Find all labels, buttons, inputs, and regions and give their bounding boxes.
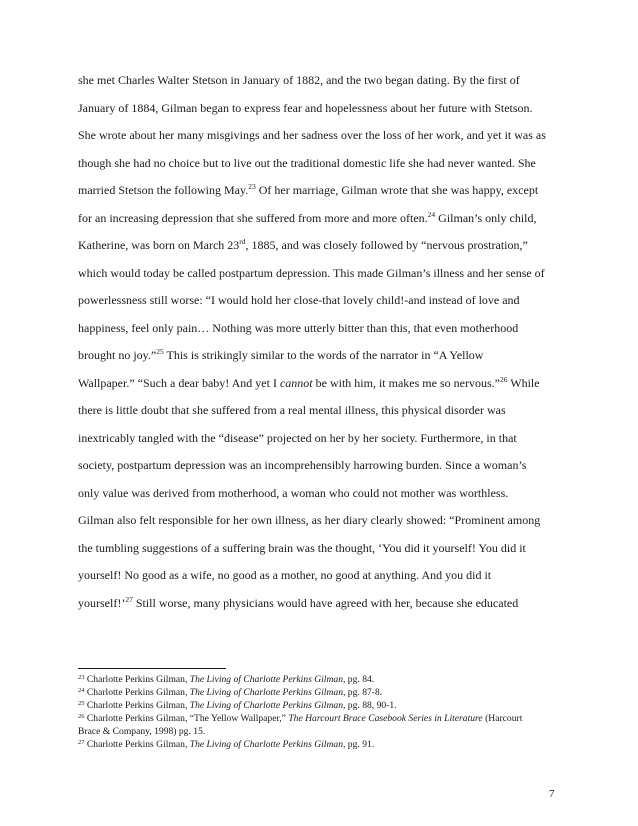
footnote-text: , pg. 88, 90-1. <box>343 700 397 712</box>
body-line <box>78 590 562 618</box>
footnote-text: Charlotte Perkins Gilman, <box>86 674 190 685</box>
body-line <box>78 232 562 260</box>
line-text: Katherine, was born on March 23 <box>78 238 240 252</box>
footnote-text: , pg. 87-8. <box>343 687 383 699</box>
footnote-ref: 25 <box>156 347 164 356</box>
footnote-number: 25 <box>78 700 85 708</box>
footnote-title: The Living of Charlotte Perkins Gilman <box>189 700 343 712</box>
footnote-text: (Harcourt <box>482 713 523 725</box>
body-line <box>78 507 562 535</box>
line-text: be with him, it makes me so nervous.” <box>312 375 500 390</box>
body-line <box>78 342 562 370</box>
body-line <box>78 260 562 288</box>
footnote-text: Charlotte Perkins Gilman, “The Yellow Wallpaper,” <box>86 713 289 725</box>
line-text: the tumbling suggestions of a suffering brain was the thought, ‘You did it yourself! You did it <box>78 540 526 555</box>
footnote-text: , pg. 91. <box>343 739 375 751</box>
line-text: society, postpartum depression was an incomprehensibly harrowing burden. Since a woman’s <box>78 458 527 472</box>
line-text: Gilman also felt responsible for her own illness, as her diary clearly showed: “Prominent among <box>78 513 541 527</box>
footnote <box>78 699 568 712</box>
line-text: Of her marriage, Gilman wrote that she was happy, except <box>255 183 539 197</box>
line-text: she met Charles Walter Stetson in January of 1882, and the two began dating. By the first of <box>78 73 520 87</box>
body-line <box>78 205 562 233</box>
footnote <box>78 673 568 686</box>
body-text <box>78 67 562 617</box>
line-text: brought no joy.” <box>78 348 157 362</box>
footnote-number: 26 <box>78 713 85 721</box>
line-text: only value was derived from motherhood, a woman who could not mother was worthless. <box>78 485 509 500</box>
line-text: While <box>507 375 540 390</box>
footnote-number: 23 <box>78 674 85 681</box>
body-line <box>78 95 562 123</box>
body-line <box>78 122 562 150</box>
body-line <box>78 67 562 95</box>
line-text: Gilman’s only child, <box>435 210 537 225</box>
line-text: which would today be called postpartum depression. This made Gilman’s illness and her sense of <box>78 265 545 280</box>
footnote-ref: 26 <box>499 374 508 384</box>
footnote-title: The Living of Charlotte Perkins Gilman <box>189 687 343 699</box>
line-text: there is little doubt that she suffered from a real mental illness, this physical disorder was <box>78 403 506 417</box>
line-text: , 1885, and was closely followed by “nervous prostration,” <box>245 238 528 252</box>
line-text: This is strikingly similar to the words of the narrator in “A Yellow <box>163 348 484 362</box>
body-line <box>78 397 562 425</box>
line-text: Still worse, many physicians would have agreed with her, because she educated <box>132 595 519 610</box>
line-text: She wrote about her many misgivings and her sadness over the loss of her work, and yet it was as <box>78 128 546 142</box>
footnote <box>78 712 568 725</box>
line-text: yourself! No good as a wife, no good as a mother, no good at anything. And you did it <box>78 568 492 582</box>
footnote-text: , pg. 84. <box>343 674 375 685</box>
body-line <box>78 535 562 563</box>
footnote-title: The Living of Charlotte Perkins Gilman <box>189 739 343 751</box>
body-line <box>78 480 562 508</box>
body-line <box>78 177 562 205</box>
footnote-ref: 23 <box>248 182 256 191</box>
line-text: inextricably tangled with the “disease” projected on her by her society. Furthermore, in that <box>78 430 517 445</box>
body-line <box>78 425 562 453</box>
footnote-title: The Living of Charlotte Perkins Gilman <box>189 674 343 685</box>
footnote-separator <box>78 668 226 669</box>
body-line <box>78 150 562 178</box>
body-line <box>78 370 562 398</box>
footnote-number: 24 <box>78 687 85 695</box>
footnote-text: Charlotte Perkins Gilman, <box>86 739 190 751</box>
footnote-continuation <box>78 725 568 738</box>
line-text: for an increasing depression that she suffered from more and more often. <box>78 210 428 225</box>
footnote-ref: 27 <box>125 594 133 604</box>
line-text: January of 1884, Gilman began to express fear and hopelessness about her future with Stetson. <box>78 100 533 115</box>
footnote-number: 27 <box>78 739 85 747</box>
footnote-text: Brace & Company, 1998) pg. 15. <box>78 726 206 738</box>
footnote <box>78 738 568 751</box>
body-line <box>78 452 562 480</box>
line-text: married Stetson the following May. <box>78 183 249 197</box>
body-line <box>78 315 562 343</box>
footnote-title: The Harcourt Brace Casebook Series in Literature <box>288 713 483 725</box>
body-line <box>78 562 562 590</box>
footnotes <box>78 673 568 752</box>
body-line <box>78 287 562 315</box>
emphasis-text: cannot <box>279 375 313 390</box>
footnote-ref: 24 <box>427 209 436 219</box>
line-text: powerlessness still worse: “I would hold her close-that lovely child!-and instead of love and <box>78 293 520 307</box>
ordinal-suffix: rd <box>239 237 246 246</box>
footnote-text: Charlotte Perkins Gilman, <box>86 687 190 699</box>
line-text: though she had no choice but to live out the traditional domestic life she had never wanted. She <box>78 155 536 170</box>
line-text: yourself!’ <box>78 595 126 610</box>
line-text: Wallpaper.” “Such a dear baby! And yet I <box>78 375 280 390</box>
page-number: 7 <box>549 788 555 800</box>
footnote <box>78 686 568 699</box>
line-text: happiness, feel only pain… Nothing was more utterly bitter than this, that even motherhood <box>78 320 519 335</box>
footnote-text: Charlotte Perkins Gilman, <box>86 700 190 712</box>
